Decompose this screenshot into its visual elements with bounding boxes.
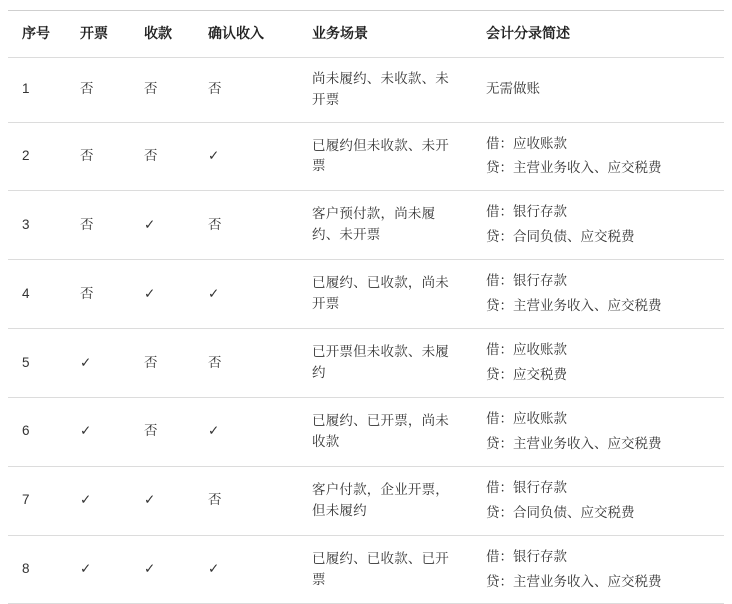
entry-line-credit: 贷：合同负债、应交税费 (486, 504, 635, 520)
column-header-entry: 会计分录简述 (472, 11, 724, 58)
cell-payment: 否 (130, 57, 194, 122)
cell-scene: 尚未履约、未收款、未开票 (298, 57, 472, 122)
column-header-payment: 收款 (130, 11, 194, 58)
entry-line-debit: 借：应收账款 (486, 410, 567, 426)
cell-entry (472, 122, 724, 191)
cell-seq: 1 (8, 57, 66, 122)
entry-line-debit: 借：应收账款 (486, 342, 567, 358)
cell-payment: 否 (130, 122, 194, 191)
table-row (8, 191, 724, 260)
cell-payment: ✓ (130, 191, 194, 260)
table-row (8, 57, 724, 122)
cell-seq: 2 (8, 122, 66, 191)
entry-line-debit: 借：银行存款 (486, 479, 567, 495)
cell-entry (472, 191, 724, 260)
cell-invoice: ✓ (66, 329, 130, 398)
cell-invoice: 否 (66, 57, 130, 122)
entry-line-credit: 贷：主营业务收入、应交税费 (486, 573, 662, 589)
cell-seq: 3 (8, 191, 66, 260)
cell-entry (472, 397, 724, 466)
entry-line-credit: 贷：应交税费 (486, 366, 567, 382)
cell-payment: 否 (130, 329, 194, 398)
entry-line-credit: 贷：主营业务收入、应交税费 (486, 160, 662, 176)
entry-line-credit: 贷：主营业务收入、应交税费 (486, 435, 662, 451)
cell-revenue: 否 (194, 57, 298, 122)
entry-line-credit: 贷：主营业务收入、应交税费 (486, 298, 662, 314)
cell-payment: ✓ (130, 260, 194, 329)
cell-revenue: ✓ (194, 397, 298, 466)
table-row (8, 397, 724, 466)
cell-scene: 已开票但未收款、未履约 (298, 329, 472, 398)
cell-revenue: 否 (194, 191, 298, 260)
cell-scene: 已履约但未收款、未开票 (298, 122, 472, 191)
column-header-invoice: 开票 (66, 11, 130, 58)
table-row (8, 260, 724, 329)
table-row (8, 535, 724, 604)
table-row (8, 329, 724, 398)
cell-entry (472, 57, 724, 122)
cell-seq: 5 (8, 329, 66, 398)
cell-invoice: ✓ (66, 535, 130, 604)
entry-line-debit: 借：银行存款 (486, 548, 567, 564)
cell-seq: 8 (8, 535, 66, 604)
cell-invoice: ✓ (66, 466, 130, 535)
cell-entry (472, 260, 724, 329)
cell-entry (472, 329, 724, 398)
cell-payment: ✓ (130, 535, 194, 604)
column-header-revenue: 确认收入 (194, 11, 298, 58)
column-header-scene: 业务场景 (298, 11, 472, 58)
cell-revenue: 否 (194, 329, 298, 398)
cell-seq: 7 (8, 466, 66, 535)
cell-seq: 6 (8, 397, 66, 466)
table-body (8, 57, 724, 604)
entry-line-debit: 借：银行存款 (486, 204, 567, 220)
cell-scene: 客户付款，企业开票，但未履约 (298, 466, 472, 535)
cell-seq: 4 (8, 260, 66, 329)
cell-revenue: 否 (194, 466, 298, 535)
cell-revenue: ✓ (194, 260, 298, 329)
cell-payment: 否 (130, 397, 194, 466)
cell-scene: 已履约、已开票，尚未收款 (298, 397, 472, 466)
table-row (8, 466, 724, 535)
table-header (8, 11, 724, 58)
entry-line-debit: 借：应收账款 (486, 135, 567, 151)
cell-invoice: 否 (66, 122, 130, 191)
entry-line: 无需做账 (486, 81, 540, 97)
cell-invoice: 否 (66, 191, 130, 260)
cell-revenue: ✓ (194, 535, 298, 604)
cell-invoice: ✓ (66, 397, 130, 466)
cell-invoice: 否 (66, 260, 130, 329)
table-row (8, 122, 724, 191)
cell-payment: ✓ (130, 466, 194, 535)
header-row (8, 11, 724, 58)
cell-scene: 客户预付款，尚未履约、未开票 (298, 191, 472, 260)
entry-line-credit: 贷：合同负债、应交税费 (486, 229, 635, 245)
cell-entry (472, 535, 724, 604)
cell-revenue: ✓ (194, 122, 298, 191)
entry-line-debit: 借：银行存款 (486, 273, 567, 289)
cell-scene: 已履约、已收款，尚未开票 (298, 260, 472, 329)
cell-entry (472, 466, 724, 535)
column-header-seq: 序号 (8, 11, 66, 58)
cell-scene: 已履约、已收款、已开票 (298, 535, 472, 604)
accounting-entry-table (8, 10, 724, 604)
